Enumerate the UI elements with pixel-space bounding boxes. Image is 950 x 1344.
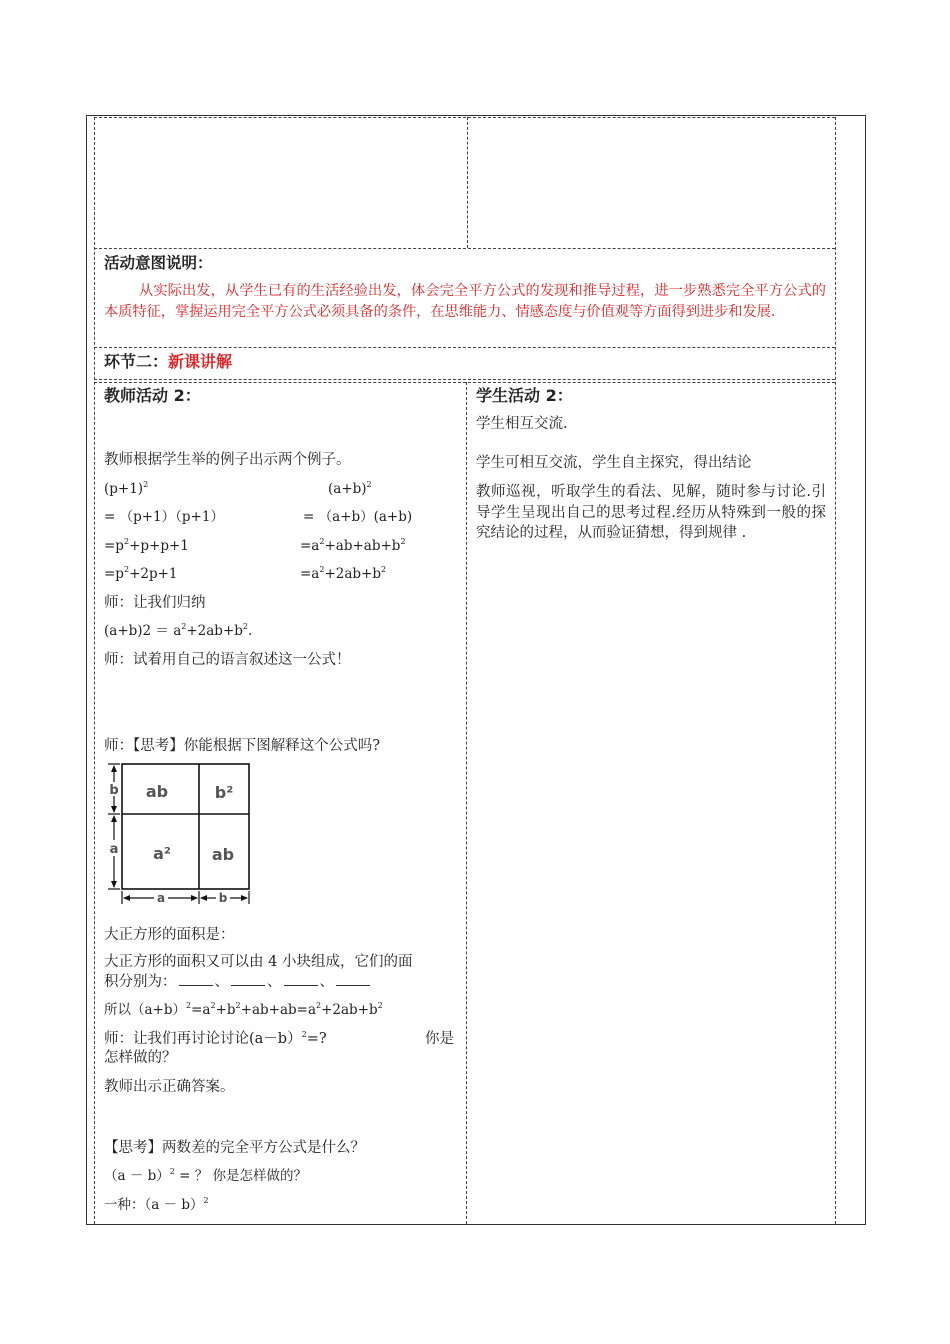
teacher-heading: 教师活动 2： — [104, 386, 201, 405]
blank-3[interactable] — [284, 973, 318, 986]
intent-heading: 活动意图说明： — [104, 254, 213, 272]
intent-body: 从实际出发，从学生已有的生活经验出发，体会完全平方公式的发现和推导过程，进一步熟悉完全平方公式的本质特征，掌握运用完全平方公式必须具备的条件，在思维能力、情感态度与价值观等方面得到进步和发展. — [104, 283, 826, 320]
area-question: 大正方形的面积是： — [104, 927, 235, 943]
student-p1: 学生相互交流. — [476, 416, 568, 432]
table-left-border — [86, 115, 87, 1225]
row-divider-1 — [94, 248, 835, 249]
discuss-line-1: 师：让我们再讨论讨论(a－b）$^2$=? — [104, 1030, 327, 1047]
section-title: 新课讲解 — [168, 352, 233, 371]
area-parts-line-1: 大正方形的面积又可以由 4 小块组成，它们的面 — [104, 954, 413, 970]
example-right-1: $(a+b)^2$ — [328, 480, 372, 497]
side-label-b: b — [109, 783, 119, 798]
table-right-border — [865, 115, 866, 1225]
example-left-1: $(p+1)^2$ — [104, 480, 149, 497]
inner-left-border — [94, 117, 95, 1224]
q2-line: $(a - b)^2$ = ？ 你是怎样做的？ — [104, 1167, 308, 1184]
side-label-a: a — [109, 842, 119, 857]
activity-column-divider — [466, 382, 467, 1224]
answer-note: 教师出示正确答案。 — [104, 1079, 235, 1095]
cell-b-squared: b² — [214, 783, 234, 802]
section-label: 环节二： — [104, 352, 169, 371]
row-divider-2 — [94, 347, 835, 348]
row-divider-3 — [94, 379, 835, 380]
example-right-3: $=a^2+ab+ab+b^2$ — [300, 537, 406, 554]
summary-formula: $(a+b)2 = a^2+2ab+b^2$. — [104, 622, 253, 639]
cell-ab-bottom: ab — [211, 845, 235, 864]
bottom-label-a: a — [156, 891, 166, 905]
cell-a-squared: a² — [153, 844, 171, 863]
example-left-4: $=p^2+2p+1$ — [104, 565, 178, 582]
blank-2[interactable] — [231, 973, 265, 986]
student-p2: 学生可相互交流，学生自主探究，得出结论 — [476, 455, 752, 471]
bottom-label-b: b — [218, 891, 228, 905]
blank-4[interactable] — [336, 973, 370, 986]
blank-1[interactable] — [179, 973, 213, 986]
row-divider-4 — [94, 382, 835, 383]
way1-line: 一种：$(a - b)^2$ — [104, 1196, 209, 1213]
think2-prompt: 【思考】两数差的完全平方公式是什么？ — [104, 1140, 365, 1156]
example-right-2: = （a+b）(a+b) — [303, 509, 413, 525]
discuss-line-1-end: 你是 — [425, 1031, 454, 1047]
example-left-3: $=p^2+p+p+1$ — [104, 537, 189, 554]
think-prompt: 师：【思考】你能根据下图解释这个公式吗? — [104, 738, 381, 754]
summary-lead: 师：让我们归纳 — [104, 595, 206, 611]
student-p3: 教师巡视，听取学生的看法、见解，随时参与讨论.引导学生呈现出自己的思考过程.经历从特殊到一般的探究结论的过程，从而验证猜想，得到规律 . — [476, 484, 826, 541]
inner-top-border — [94, 117, 835, 118]
area-parts-line-2: 积分别为： 、 、 、 — [104, 972, 372, 992]
example-left-2: = （p+1）（p+1） — [104, 509, 224, 525]
teacher-intro: 教师根据学生举的例子出示两个例子。 — [104, 452, 351, 468]
cell-ab-top: ab — [145, 782, 169, 801]
student-heading: 学生活动 2： — [476, 386, 573, 405]
section-heading — [104, 352, 232, 372]
so-formula: 所以$(a+b)^2=a^2+b^2+ab+ab=a^2+2ab+b^2$ — [104, 1001, 383, 1018]
inner-right-border — [835, 117, 836, 1224]
square-area-diagram — [104, 760, 264, 908]
top-row-divider — [467, 117, 468, 248]
example-right-4: $=a^2+2ab+b^2$ — [300, 565, 387, 582]
discuss-line-2: 怎样做的？ — [104, 1050, 177, 1066]
table-bottom-border — [86, 1224, 866, 1225]
own-words-prompt: 师：试着用自己的语言叙述这一公式！ — [104, 652, 351, 668]
